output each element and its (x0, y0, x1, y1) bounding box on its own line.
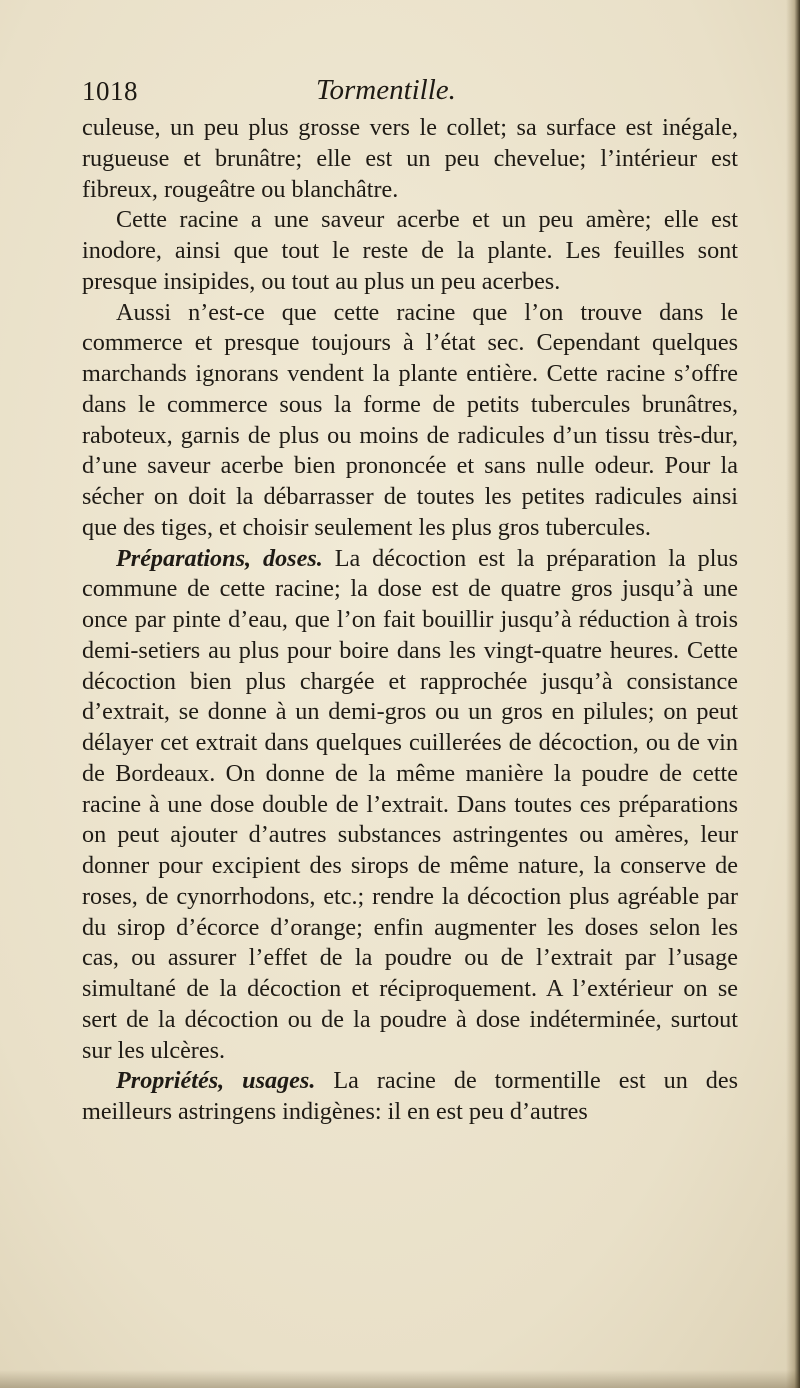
paragraph-text: La décoction est la préparation la plus commune de cette racine; la dose est de quatre gros jusqu’à une once par pinte d’eau, que l’on fait bouillir jusqu’à réduction à trois demi-setiers au plus pour boire dans les vingt-quatre heures. Cette décoction bien plus chargée et rapprochée jusqu’à consistance d’extrait, se donne à un demi-gros ou un gros en pilules; on peut délayer cet extrait dans quelques cuillerées de décoction, ou de vin de Bordeaux. On donne de la même manière la poudre de cette racine à une dose double de l’extrait. Dans toutes ces préparations on peut ajouter d’autres substances astringentes ou amères, leur donner pour excipient des sirops de même nature, la conserve de roses, de cynorrhodons, etc.; rendre la décoction plus agréable par du sirop d’écorce d’orange; enfin augmenter les doses selon les cas, ou assurer l’effet de la poudre ou de l’extrait par l’usage simultané de la décoction et réciproquement. A l’extérieur on se sert de la décoction ou de la poudre à dose indéterminée, surtout sur les ulcères. (82, 544, 738, 1064)
paragraph-text: Cette racine a une saveur acerbe et un peu amère; elle est inodore, ainsi que tout le reste de la plante. Les feuilles sont presque insipides, ou tout au plus un peu acerbes. (82, 206, 738, 295)
paragraph-commerce (82, 298, 738, 544)
paragraph-taste (82, 205, 738, 297)
page-edge-shadow (786, 0, 800, 1388)
paragraph-root-description (82, 113, 738, 205)
paragraph-properties (82, 1066, 738, 1128)
page-number: 1018 (82, 76, 138, 106)
running-title: Tormentille. (316, 74, 456, 106)
section-heading-preparations: Préparations, doses. (116, 544, 323, 572)
paragraph-text: culeuse, un peu plus grosse vers le collet; sa surface est inégale, rugueuse et brunâtre; elle est un peu chevelue; l’intérieur est fibreux, rougeâtre ou blanchâtre. (82, 114, 738, 203)
paragraph-text: La racine de tormentille est un des meilleurs astringens indigènes: il en est peu d’autres (82, 1067, 738, 1125)
body-text (82, 113, 738, 1128)
page-bottom-shadow (0, 1370, 800, 1388)
section-heading-properties: Propriétés, usages. (116, 1067, 316, 1095)
paragraph-text: Aussi n’est-ce que cette racine que l’on trouve dans le commerce et presque toujours à l’état sec. Cependant quelques marchands ignorans vendent la plante entière. Cette racine s’offre dans le commerce sous la forme de petits tubercules brunâtres, raboteux, garnis de plus ou moins de radicules d’un tissu très-dur, d’une saveur acerbe bien prononcée et sans nulle odeur. Pour la sécher on doit la débarrasser de toutes les petites radicules ainsi que des tiges, et choisir seulement les plus gros tubercules. (82, 298, 738, 541)
page-header (82, 72, 742, 112)
paragraph-preparations (82, 544, 738, 1067)
